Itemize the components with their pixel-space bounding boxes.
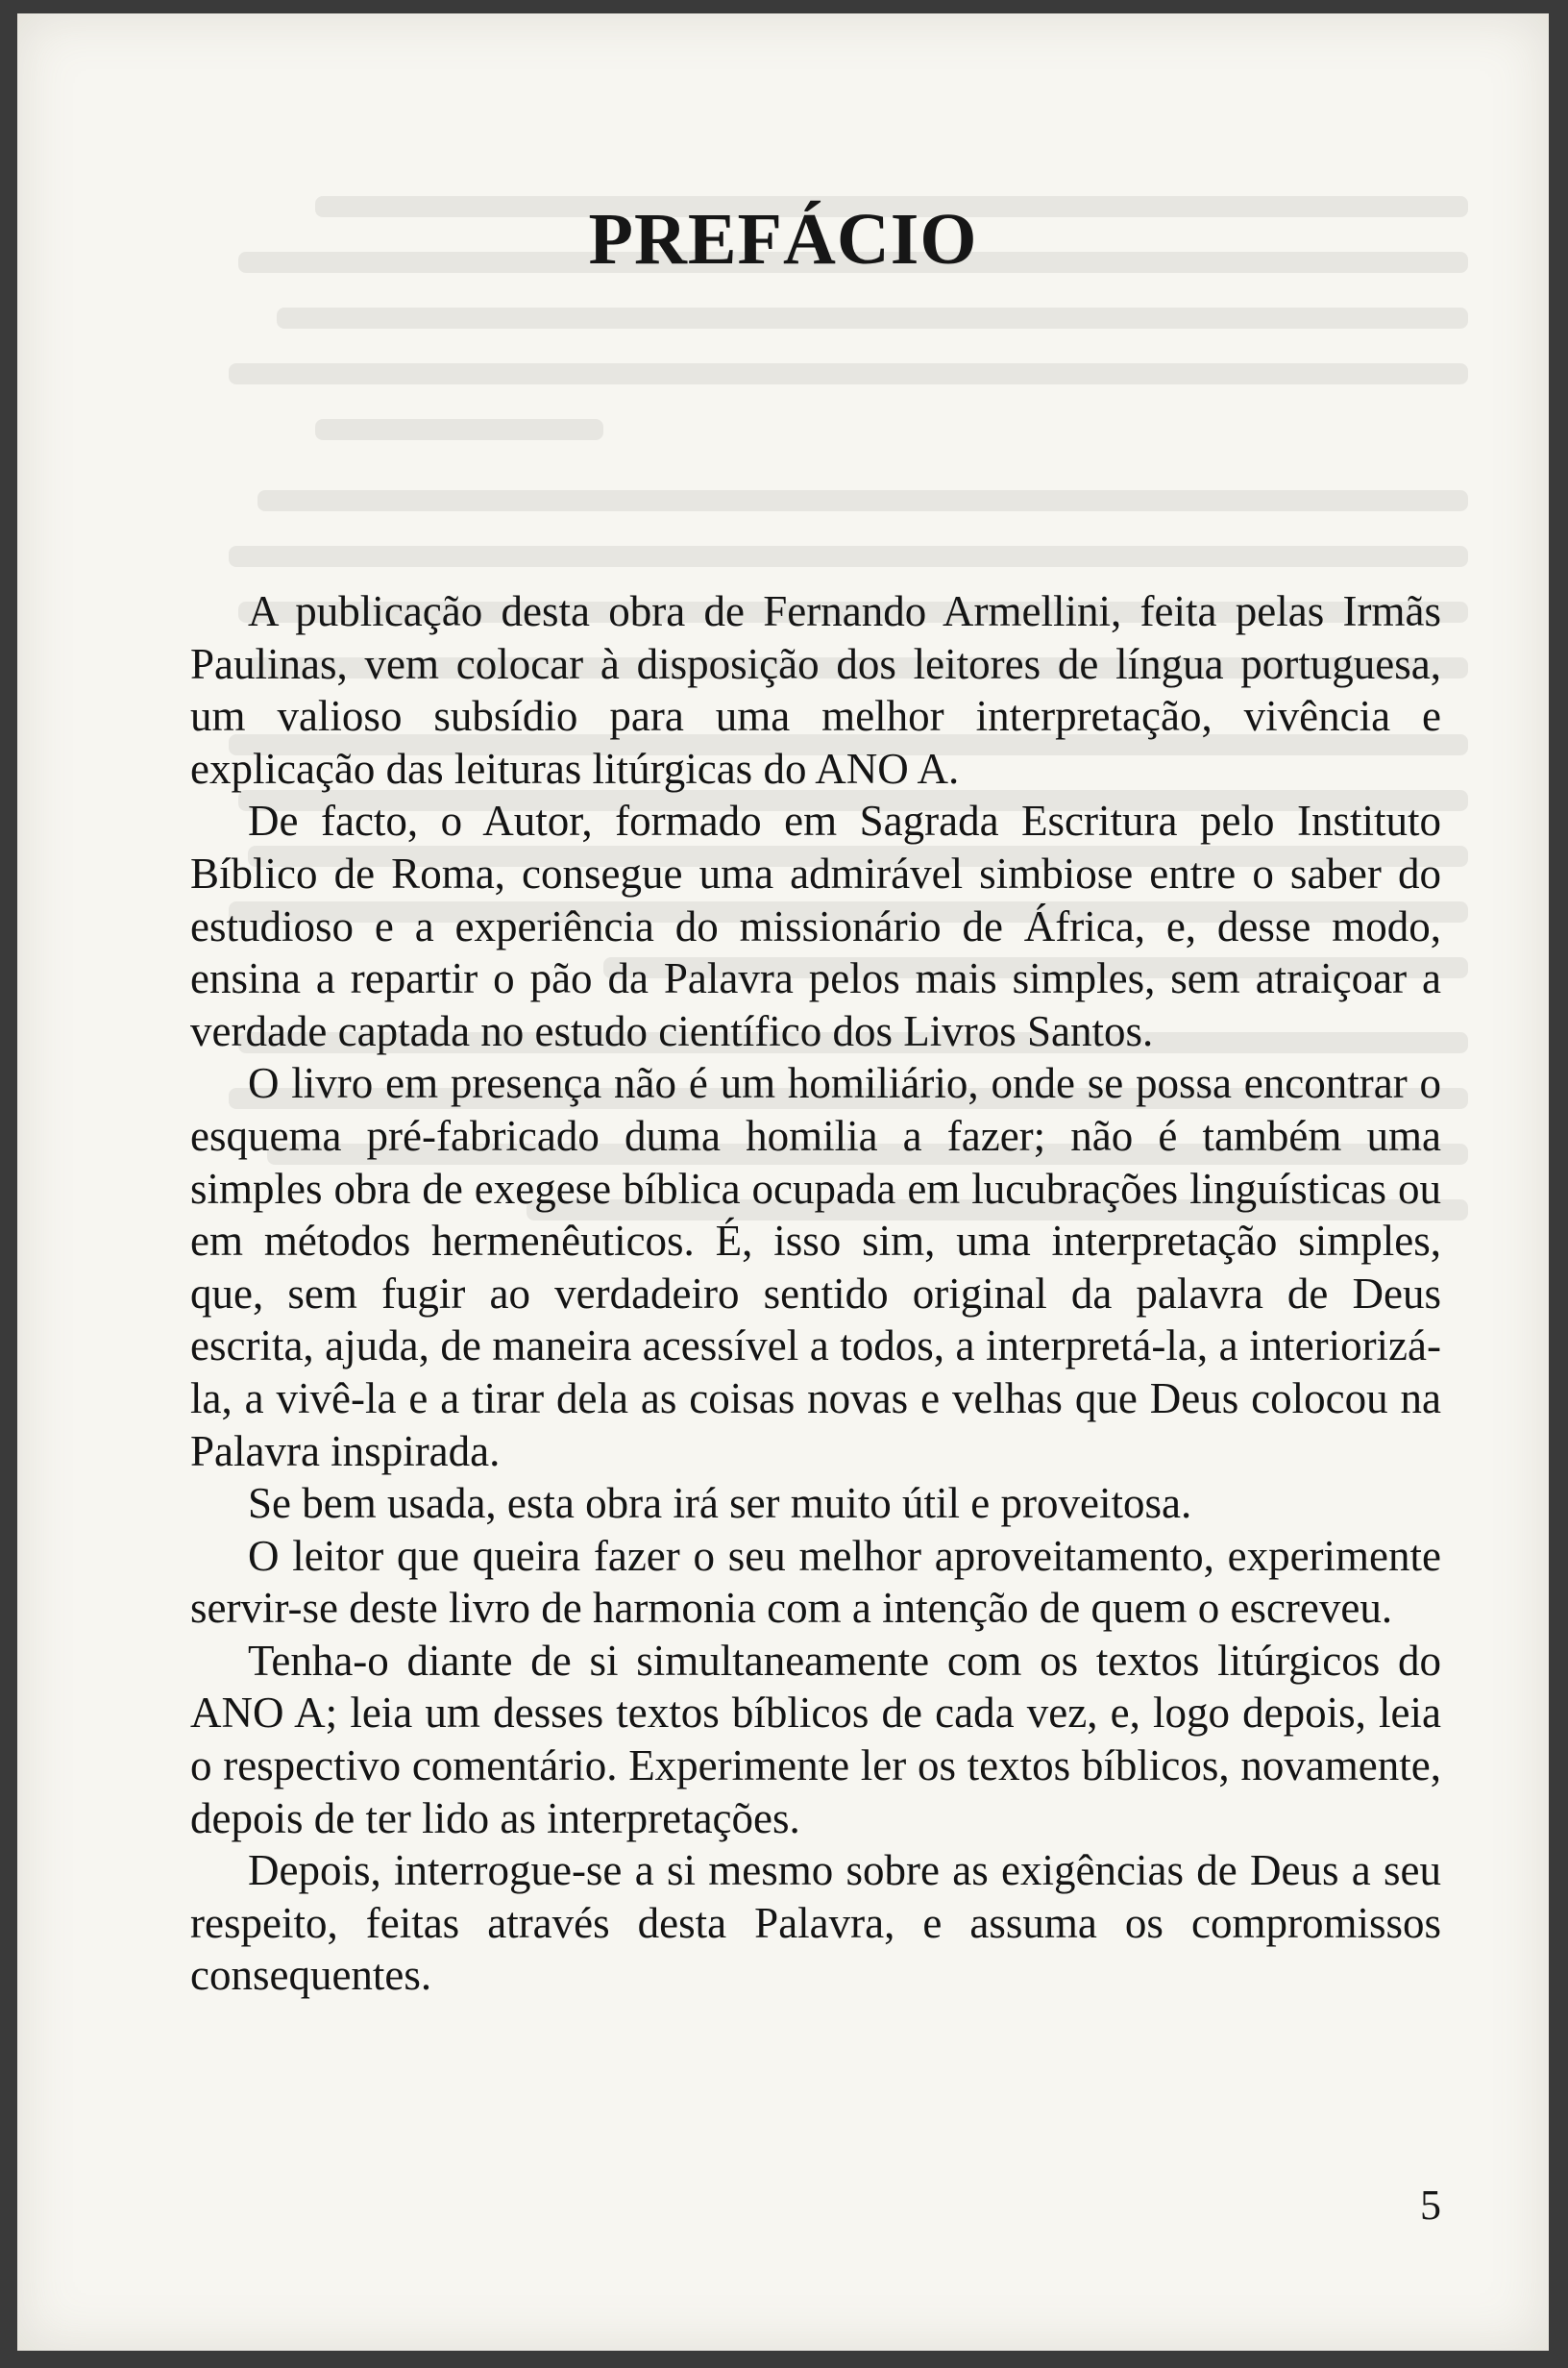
paragraph-6: Tenha-o diante de si simultaneamente com os textos litúrgicos do ANO A; leia um desses textos bíblicos de cada vez, e, logo depois, leia o respectivo comentário. Experimente ler os textos bíblicos, novamente, depois de ter lido as interpretações. [190,1636,1441,1842]
book-page [17,13,1549,2351]
paragraph-4: Se bem usada, esta obra irá ser muito útil e proveitosa. [248,1479,1192,1528]
page-title: PREFÁCIO [588,199,978,280]
paragraph-1: A publicação desta obra de Fernando Armellini, feita pelas Irmãs Paulinas, vem colocar à disposição dos leitores de língua portuguesa, um valioso subsídio para uma melhor interpretação, vivência e explicação das leituras litúrgicas do ANO A. [190,587,1441,793]
paragraph-5: O leitor que queira fazer o seu melhor aproveitamento, experimente servir-se deste livro de harmonia com a intenção de quem o escreveu. [190,1531,1441,1633]
paragraph-7: Depois, interrogue-se a si mesmo sobre as exigências de Deus a seu respeito, feitas através desta Palavra, e assuma os compromissos consequentes. [190,1846,1441,2000]
page-number: 5 [1420,2182,1441,2229]
paragraph-2: De facto, o Autor, formado em Sagrada Escritura pelo Instituto Bíblico de Roma, consegue uma admirável simbiose entre o saber do estudioso e a experiência do missionário de África, e, desse modo, ensina a repartir o pão da Palavra pelos mais simples, sem atraiçoar a verdade captada no estudo científico dos Livros Santos. [190,797,1441,1055]
paragraph-3: O livro em presença não é um homiliário, onde se possa encontrar o esquema pré-fabricado duma homilia a fazer; não é também uma simples obra de exegese bíblica ocupada em lucubrações linguísticas ou em métodos hermenêuticos. É, isso sim, uma interpretação simples, que, sem fugir ao verdadeiro sentido original da palavra de Deus escrita, ajuda, de maneira acessível a todos, a interpretá-la, a interiorizá-la, a vivê-la e a tirar dela as coisas novas e velhas que Deus colocou na Palavra inspirada. [190,1059,1441,1475]
body-text [190,585,1441,2002]
